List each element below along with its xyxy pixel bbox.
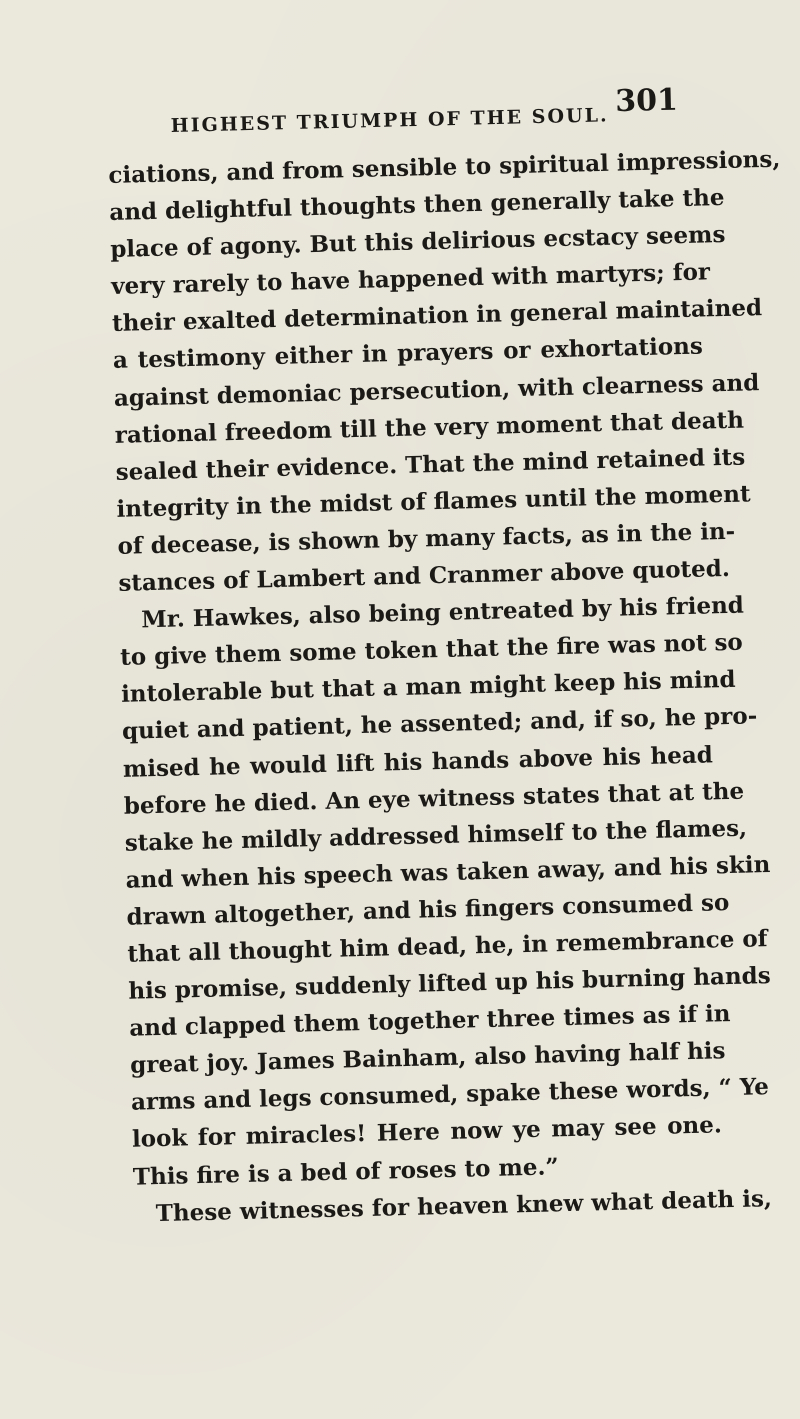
text-line: before he died. An eye witness states that at the (123, 777, 745, 820)
text-line: intolerable but that a man might keep his mind (120, 666, 736, 709)
body-text (108, 143, 781, 1233)
text-line: his promise, suddenly lifted up his burning hands (128, 962, 771, 1005)
text-line: place of agony. But this delirious ecstacy seems (109, 221, 726, 264)
text-line: of decease, is shown by many facts, as in the in- (117, 517, 736, 560)
text-line: great joy. James Bainham, also having half his (129, 1037, 726, 1079)
text-line: integrity in the midst of flames until the moment (116, 480, 751, 523)
text-line: and delightful thoughts then generally take the (109, 184, 725, 227)
text-line: look for miracles! Here now ye may see one. (131, 1111, 723, 1154)
text-line: very rarely to have happened with martyrs; for (110, 258, 711, 301)
text-line: sealed their evidence. That the mind retained its (115, 443, 746, 486)
paragraph-start-line: These witnesses for heaven knew what death is, (155, 1184, 773, 1227)
text-line: a testimony either in prayers or exhortations (112, 332, 704, 375)
text-line: stake he mildly addressed himself to the flames, (124, 814, 748, 857)
text-line: mised he would lift his hands above his head (122, 740, 714, 783)
text-line: and when his speech was taken away, and his skin (125, 850, 771, 894)
page-number: 301 (614, 82, 679, 120)
page-header (170, 82, 691, 145)
text-line: that all thought him dead, he, in remembrance of (127, 925, 768, 968)
text-line: to give them some token that the fire was not so (119, 628, 744, 672)
text-line: quiet and patient, he assented; and, if so, he pro- (121, 702, 758, 746)
text-line: rational freedom till the very moment that death (114, 406, 745, 449)
text-line: their exalted determination in general maintained (111, 294, 763, 338)
paragraph-start-line: Mr. Hawkes, also being entreated by his friend (140, 591, 745, 634)
text-line: ciations, and from sensible to spiritual impressions, (108, 145, 781, 189)
text-line: against demoniac persecution, with clearness and (113, 368, 760, 412)
running-head: HIGHEST TRIUMPH OF THE SOUL. (170, 104, 609, 137)
text-line: stances of Lambert and Cranmer above quoted. (118, 554, 731, 597)
text-line: drawn altogether, and his fingers consumed so (126, 888, 730, 931)
text-line: This fire is a bed of roses to me.” (132, 1152, 559, 1191)
text-line: arms and legs consumed, spake these words, “ Ye (130, 1073, 770, 1117)
text-line: and clapped them together three times as if in (128, 1000, 731, 1042)
